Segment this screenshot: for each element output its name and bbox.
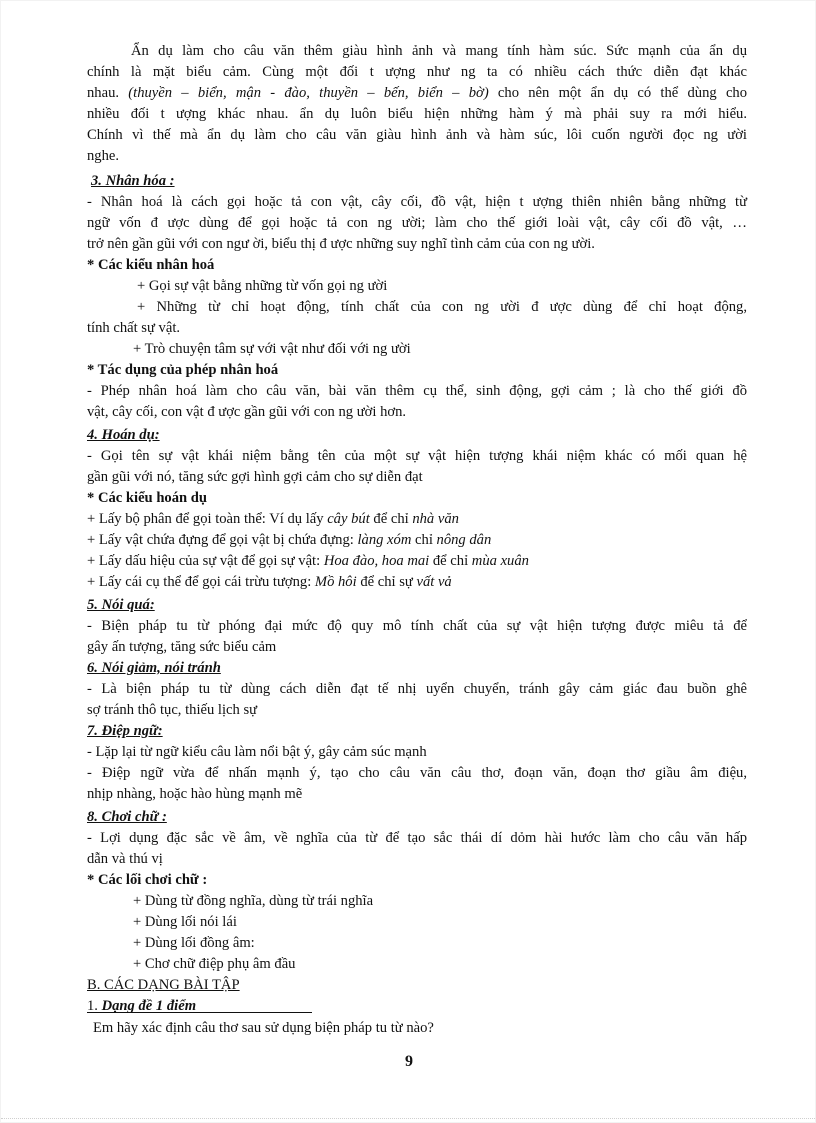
section-7-heading: 7. Điệp ngữ: [87, 723, 163, 739]
s6-line-2: sợ tránh thô tục, thiếu lịch sự [87, 702, 258, 718]
section-8-heading: 8. Chơi chữ : [87, 809, 167, 825]
s4-line-2: gần gũi với nó, tăng sức gợi hình gợi cảm cho sự diễn đạt [87, 469, 423, 485]
s8-line-2: dẫn và thú vị [87, 851, 163, 867]
intro-line-2: chính là mặt biểu cảm. Cùng một đối t ượng như ng ta có nhiều cách thức diễn đạt khác [87, 64, 747, 80]
section-4-heading: 4. Hoán dụ: [87, 427, 160, 443]
s3-kind-2: + Những từ chỉ hoạt động, tính chất của con ng ười đ ược dùng để chỉ hoạt động, [137, 299, 747, 315]
s8-line-1: - Lợi dụng đặc sắc về âm, về nghĩa của từ để tạo sắc thái dí dỏm hài hước làm cho câu văn hấp [87, 830, 747, 846]
s7-line-2: - Điệp ngữ vừa để nhấn mạnh ý, tạo cho câu văn câu thơ, đoạn văn, đoạn thơ giầu âm điệu, [87, 765, 747, 781]
part-b-subheading: 1. Dạng đề 1 điểm [87, 998, 197, 1014]
section-6-heading: 6. Nói giảm, nói tránh [87, 660, 221, 676]
s4-kind-1: + Lấy bộ phân để gọi toàn thể: Ví dụ lấy cây bút để chỉ nhà văn [87, 511, 459, 527]
page-bottom-border [1, 1118, 816, 1119]
s3-line-3: trở nên gần gũi với con ngư ời, biểu thị đ ược những suy nghĩ tình cảm của con ng ười. [87, 236, 595, 252]
s8-kind-3: + Dùng lối đồng âm: [133, 935, 255, 951]
s3-kind-1: + Gọi sự vật bằng những từ vốn gọi ng ười [137, 278, 388, 294]
intro-line-1: Ẩn dụ làm cho câu văn thêm giàu hình ảnh và mang tính hàm súc. Sức mạnh của ẩn dụ [131, 43, 747, 59]
s3-effect-2: vật, cây cối, con vật đ ược gần gũi với con ng ười hơn. [87, 404, 407, 420]
s8-kind-1: + Dùng từ đồng nghĩa, dùng từ trái nghĩa [133, 893, 374, 909]
section-5-heading: 5. Nói quá: [87, 597, 155, 613]
intro-line-6: nghe. [87, 148, 120, 164]
s5-line-2: gây ấn tượng, tăng sức biểu cảm [87, 639, 277, 655]
intro-line-4: nhiều đối t ượng khác nhau. ẩn dụ luôn biểu hiện những hàm ý mà phải suy ra mới hiểu. [87, 106, 747, 122]
s3-line-2: ngữ vốn đ ược dùng để gọi hoặc tả con ng ười; làm cho thế giới loài vật, cây cối đồ vật, … [87, 215, 747, 231]
s8-kind-2: + Dùng lối nói lái [133, 914, 237, 930]
s3-kinds-label: * Các kiểu nhân hoá [87, 257, 215, 273]
s4-kind-3: + Lấy dấu hiệu của sự vật để gọi sự vật: Hoa đào, hoa mai để chỉ mùa xuân [87, 553, 529, 569]
s3-line-1: - Nhân hoá là cách gọi hoặc tả con vật, cây cối, đồ vật, hiện t ượng thiên nhiên bằng những từ [87, 194, 747, 210]
subheading-underline [87, 1012, 312, 1013]
s8-kinds-label: * Các lối chơi chữ : [87, 872, 208, 888]
intro-line-5: Chính vì thế mà ẩn dụ làm cho câu văn giàu hình ảnh và hàm súc, lôi cuốn người đọc ng ười [87, 127, 747, 143]
s7-line-1: - Lặp lại từ ngữ kiểu câu làm nổi bật ý, gây cảm súc mạnh [87, 744, 427, 760]
s4-line-1: - Gọi tên sự vật khái niệm bằng tên của một sự vật hiện tượng khái niệm khác có mối quan hệ [87, 448, 747, 464]
s3-effect-label: * Tác dụng của phép nhân hoá [87, 362, 279, 378]
s4-kind-2: + Lấy vật chứa đựng để gọi vật bị chứa đựng: làng xóm chỉ nông dân [87, 532, 492, 548]
section-3-heading: 3. Nhân hóa : [91, 173, 175, 189]
s5-line-1: - Biện pháp tu từ phóng đại mức độ quy mô tính chất của sự vật hiện tượng được miêu tả để [87, 618, 747, 634]
part-b-question: Em hãy xác định câu thơ sau sử dụng biện pháp tu từ nào? [93, 1020, 434, 1036]
intro-line-3: nhau. (thuyền – biển, mận - đào, thuyền – bến, biển – bờ) cho nên một ẩn dụ có thể dùng cho [87, 85, 748, 101]
page-number: 9 [405, 1053, 413, 1070]
s6-line-1: - Là biện pháp tu từ dùng cách diễn đạt tế nhị uyển chuyển, tránh gây cảm giác đau buồn ghê [87, 681, 747, 697]
s7-line-3: nhịp nhàng, hoặc hào hùng mạnh mẽ [87, 786, 303, 802]
s3-effect-1: - Phép nhân hoá làm cho câu văn, bài văn thêm cụ thể, sinh động, gợi cảm ; là cho thế giới đồ [87, 383, 747, 399]
s8-kind-4: + Chơ chữ điệp phụ âm đầu [133, 956, 296, 972]
s4-kinds-label: * Các kiểu hoán dụ [87, 490, 208, 506]
s3-kind-2b: tính chất sự vật. [87, 320, 181, 336]
part-b-heading: B. CÁC DẠNG BÀI TẬP [87, 977, 240, 993]
s4-kind-4: + Lấy cái cụ thể để gọi cái trừu tượng: Mồ hôi để chỉ sự vất vả [87, 574, 452, 590]
s3-kind-3: + Trò chuyện tâm sự với vật như đối với ng ười [133, 341, 411, 357]
